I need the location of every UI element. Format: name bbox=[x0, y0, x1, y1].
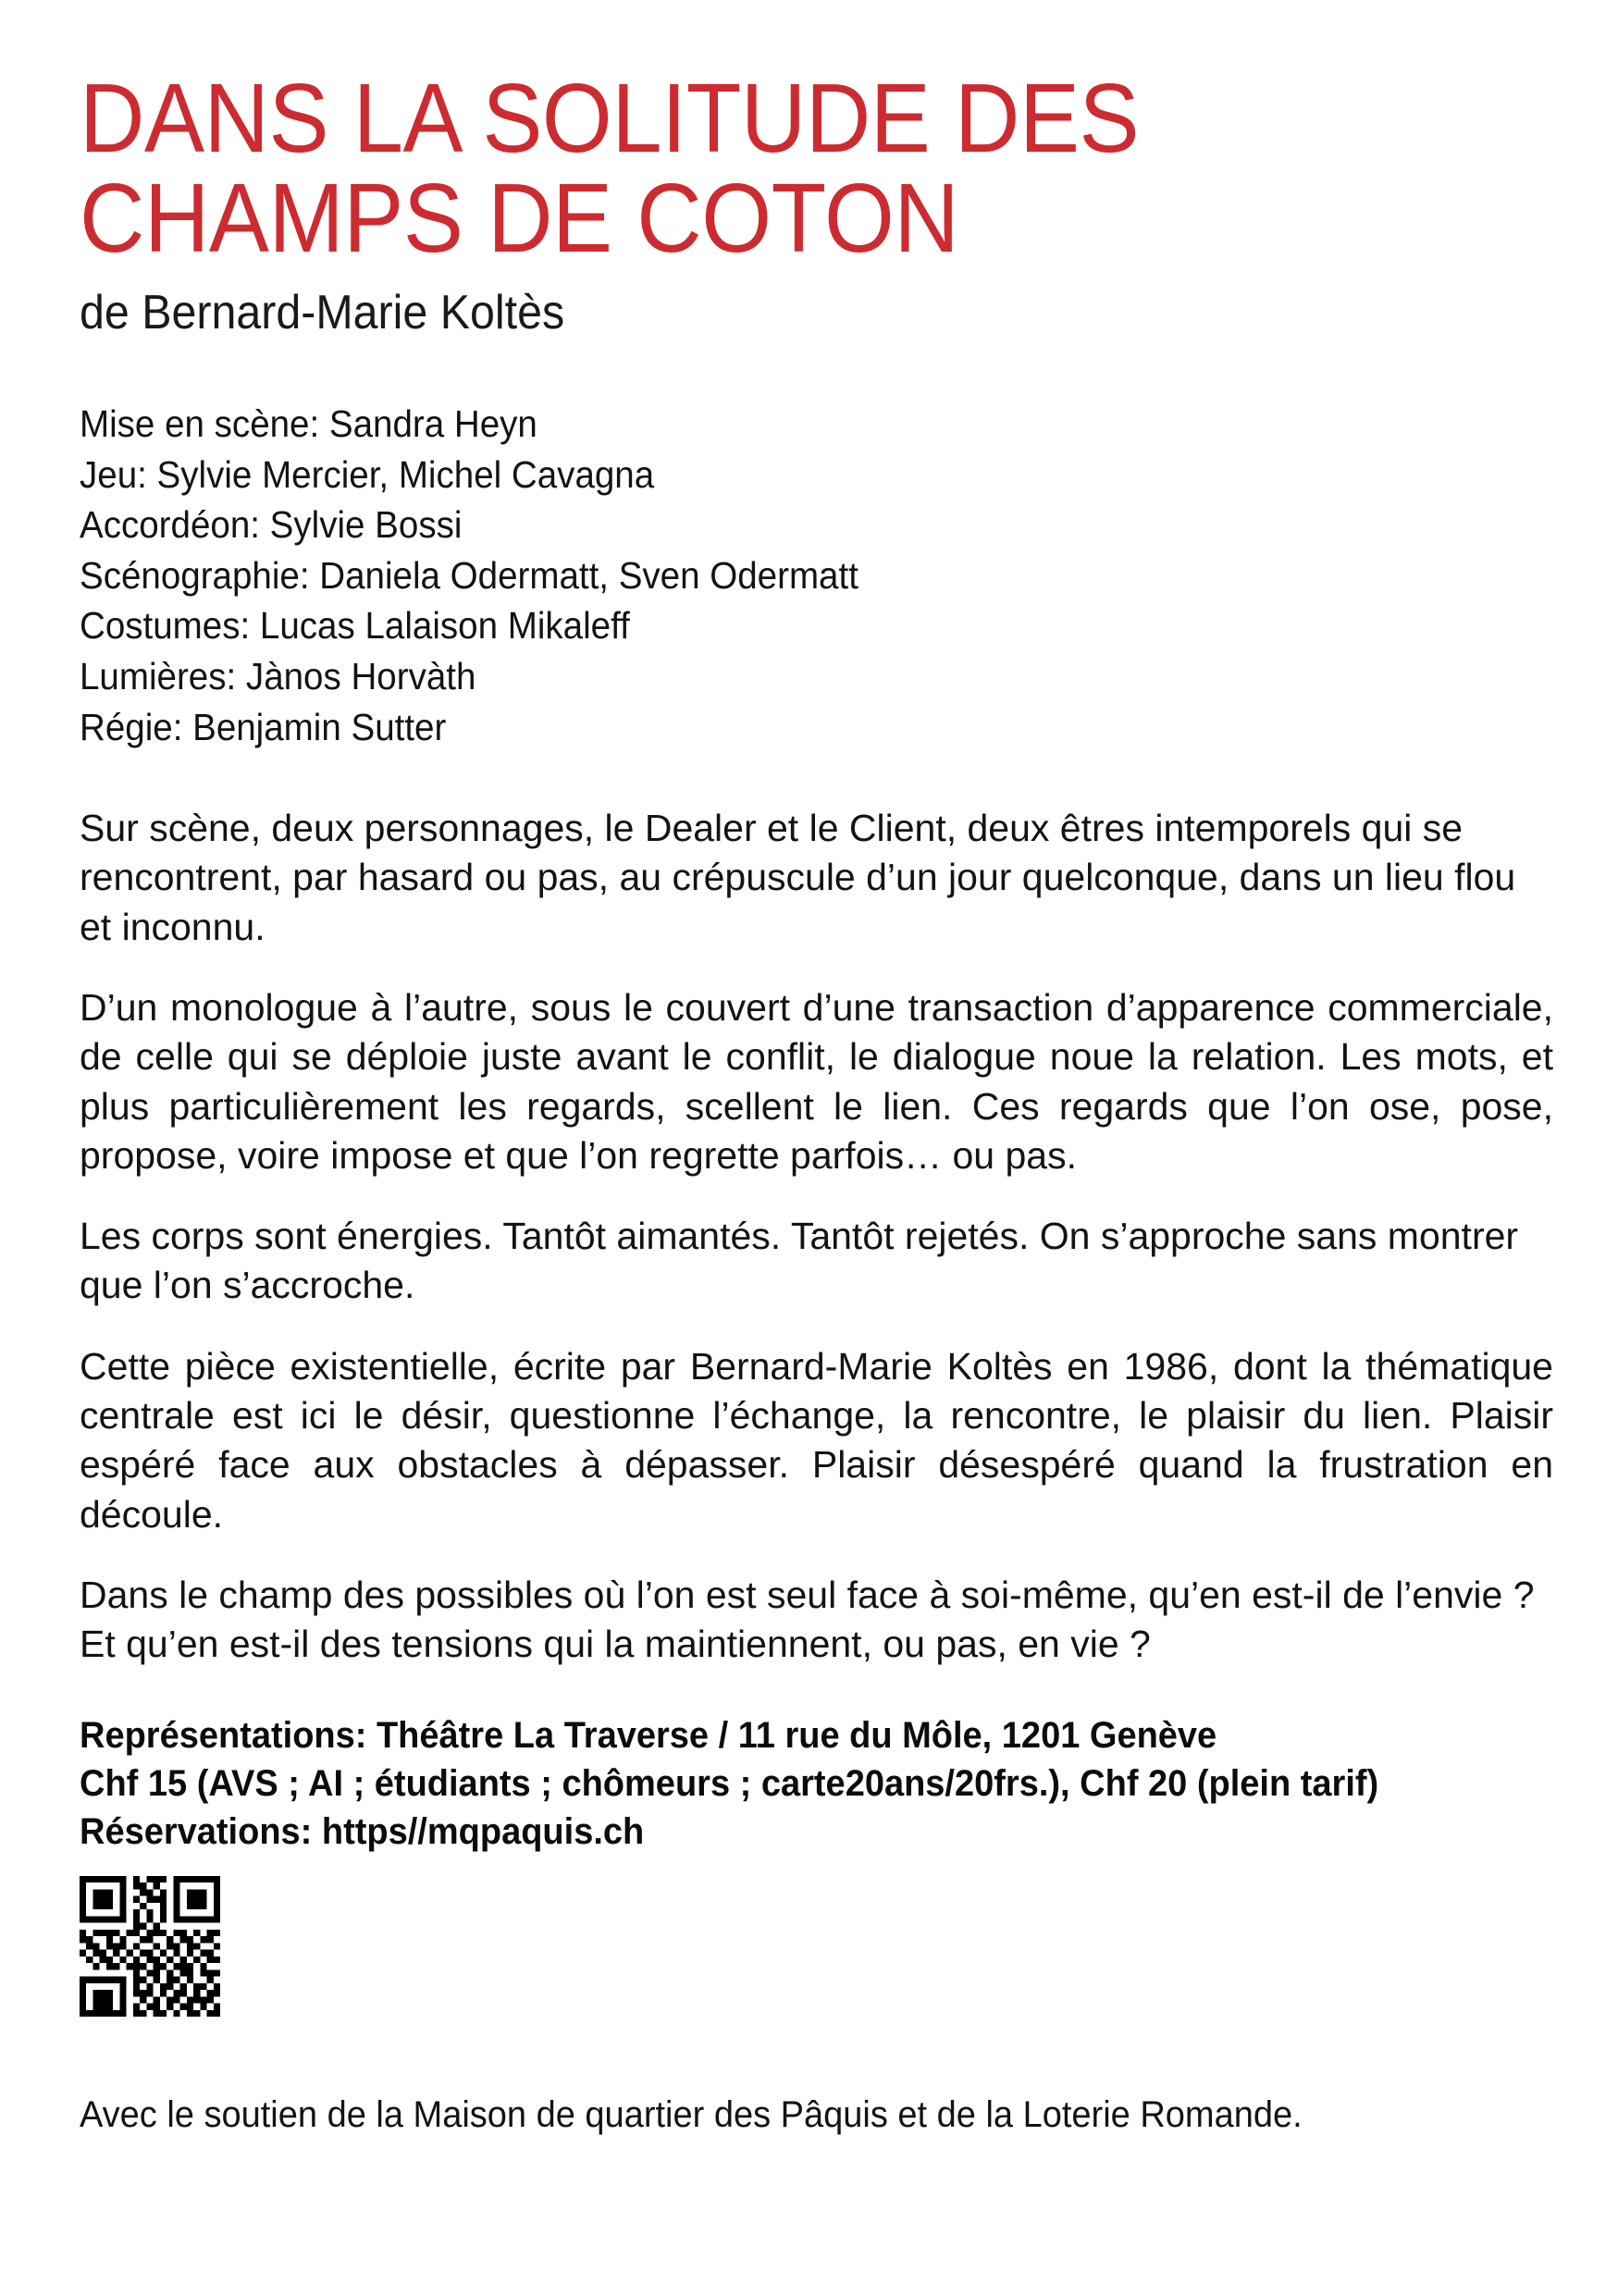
synopsis-paragraph: Dans le champ des possibles où l’on est seul face à soi-même, qu’en est-il de l’envie ? Et qu’en est-il des tensions qui la maintiennent, ou pas, en vie ? bbox=[80, 1573, 1535, 1666]
credit-line: Jeu: Sylvie Mercier, Michel Cavagna bbox=[80, 452, 655, 496]
credit-line: Scénographie: Daniela Odermatt, Sven Odermatt bbox=[80, 553, 858, 597]
support-footer: Avec le soutien de la Maison de quartier des Pâquis et de la Loterie Romande. bbox=[80, 2094, 1303, 2136]
reservations-line[interactable]: Réservations: https//mqpaquis.ch bbox=[80, 1811, 645, 1853]
credit-line: Mise en scène: Sandra Heyn bbox=[80, 402, 537, 446]
credits-block bbox=[80, 399, 1553, 752]
synopsis-paragraph: Les corps sont énergies. Tantôt aimantés. Tantôt rejetés. On s’approche sans montrer que l’on s’accroche. bbox=[80, 1215, 1519, 1307]
author-line: de Bernard-Marie Koltès bbox=[80, 286, 565, 340]
title-line-1: DANS LA SOLITUDE DES bbox=[80, 64, 1140, 173]
synopsis-paragraph: Sur scène, deux personnages, le Dealer et le Client, deux êtres intemporels qui se rencontrent, par hasard ou pas, au crépuscule d’un jour quelconque, dans un lieu flou et inconnu. bbox=[80, 807, 1516, 948]
venue-line: Représentations: Théâtre La Traverse / 11 rue du Môle, 1201 Genève bbox=[80, 1715, 1217, 1757]
credit-line: Régie: Benjamin Sutter bbox=[80, 705, 447, 748]
credit-line: Costumes: Lucas Lalaison Mikaleff bbox=[80, 604, 630, 648]
synopsis-paragraph: Cette pièce existentielle, écrite par Bernard-Marie Koltès en 1986, dont la thématique centrale est ici le désir, questionne l’échange, la rencontre, le plaisir du lien. Plaisir espéré face aux obstacles à dépasser. Plaisir désespéré quand la frustration en découle. bbox=[80, 1344, 1553, 1536]
poster-title bbox=[80, 0, 1553, 274]
synopsis-block bbox=[80, 804, 1553, 1669]
qr-code-icon[interactable] bbox=[80, 1876, 220, 2017]
title-line-2: CHAMPS DE COTON bbox=[80, 164, 959, 274]
synopsis-paragraph: D’un monologue à l’autre, sous le couvert d’une transaction d’apparence commerciale, de celle qui se déploie juste avant le conflit, le dialogue noue la relation. Les mots, et plus particulièrement les regards, scellent le lien. Ces regards que l’on ose, pose, propose, voire impose et que l’on regrette parfois… ou pas. bbox=[80, 985, 1553, 1177]
credit-line: Accordéon: Sylvie Bossi bbox=[80, 503, 463, 547]
credit-line: Lumières: Jànos Horvàth bbox=[80, 654, 476, 697]
booking-block bbox=[80, 1711, 1553, 1856]
prices-line: Chf 15 (AVS ; AI ; étudiants ; chômeurs ; carte20ans/20frs.), Chf 20 (plein tarif) bbox=[80, 1763, 1379, 1805]
